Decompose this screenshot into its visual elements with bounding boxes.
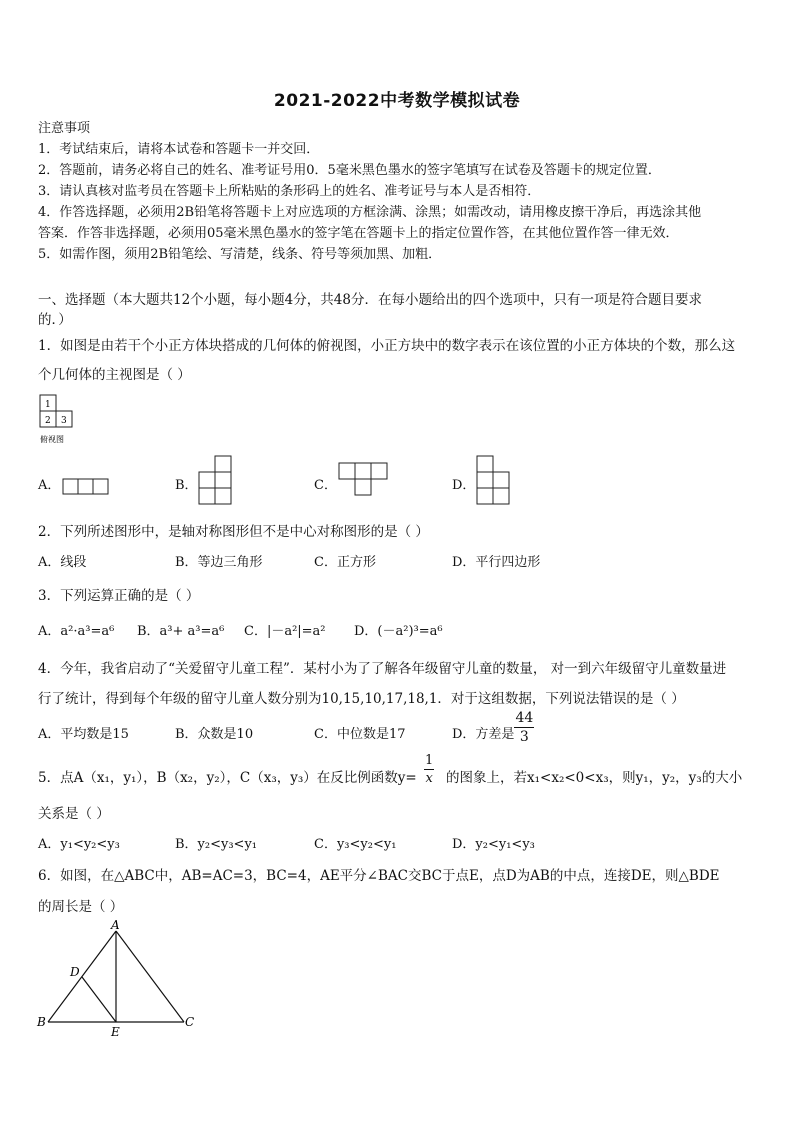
q2-option-a[interactable]: A．线段 bbox=[38, 555, 87, 570]
q3-option-a[interactable]: A．a²·a³=a⁶ bbox=[38, 624, 115, 639]
q1-stem-cont: 个几何体的主视图是（ ） bbox=[38, 367, 191, 383]
q1-grid-num-2: 2 bbox=[45, 416, 51, 426]
q2-stem: 2．下列所述图形中，是轴对称图形但不是中心对称图形的是（ ） bbox=[38, 524, 429, 540]
q1-grid-caption: 俯视图 bbox=[40, 435, 64, 444]
q1-option-d-figure bbox=[476, 455, 516, 507]
notice-item-4-cont: 答案．作答非选择题，必须用05毫米黑色墨水的签字笔在答题卡上的指定位置作答，在其他位置作答一律无效． bbox=[38, 226, 679, 241]
q5-option-b[interactable]: B．y₂<y₃<y₁ bbox=[175, 837, 258, 852]
q1-option-c-figure bbox=[338, 462, 390, 500]
label-e: E bbox=[111, 1025, 120, 1039]
label-d: D bbox=[70, 965, 80, 979]
q1-grid-num-1: 1 bbox=[45, 400, 51, 410]
label-b: B bbox=[37, 1015, 46, 1029]
q3-stem: 3．下列运算正确的是（ ） bbox=[38, 588, 200, 604]
q4-stem: 4．今年，我省启动了“关爱留守儿童工程”．某村小为了了解各年级留守儿童的数量， 对一到六年级留守儿童数量进 bbox=[38, 661, 727, 677]
q5-option-d[interactable]: D．y₂<y₁<y₃ bbox=[452, 837, 535, 852]
label-a: A bbox=[111, 918, 120, 932]
q6-triangle-figure bbox=[34, 918, 200, 1042]
q1-option-a-figure bbox=[62, 478, 112, 498]
q3-option-d[interactable]: D．(－a²)³=a⁶ bbox=[354, 624, 443, 639]
q4-frac-num: 44 bbox=[515, 710, 534, 726]
q6-stem-cont: 的周长是（ ） bbox=[38, 899, 124, 915]
q4-variance-fraction bbox=[514, 711, 534, 744]
q2-option-c[interactable]: C．正方形 bbox=[314, 555, 376, 570]
label-c: C bbox=[185, 1015, 195, 1029]
q5-frac-num: 1 bbox=[425, 753, 434, 768]
q5-fraction bbox=[424, 754, 434, 785]
q5-option-c[interactable]: C．y₃<y₂<y₁ bbox=[314, 837, 397, 852]
page-title: 2021-2022中考数学模拟试卷 bbox=[273, 91, 521, 111]
q4-option-d-label: D．方差是 bbox=[452, 727, 515, 742]
notice-item-1: 1．考试结束后，请将本试卷和答题卡一并交回． bbox=[38, 142, 320, 157]
q6-stem: 6．如图，在△ABC中，AB=AC=3，BC=4，AE平分∠BAC交BC于点E，点D为AB的中点，连接DE，则△BDE bbox=[38, 868, 720, 884]
notice-heading: 注意事项 bbox=[38, 121, 91, 136]
q5-frac-den: x bbox=[425, 771, 433, 786]
q1-option-c-label[interactable]: C． bbox=[314, 478, 337, 493]
q4-option-c[interactable]: C．中位数是17 bbox=[314, 727, 406, 742]
q4-option-b[interactable]: B．众数是10 bbox=[175, 727, 254, 742]
q1-top-view-figure bbox=[36, 392, 96, 452]
notice-item-2: 2．答题前，请务必将自己的姓名、准考证号用0．5毫米黑色墨水的签字笔填写在试卷及答题卡的规定位置． bbox=[38, 163, 661, 178]
q4-option-d[interactable] bbox=[452, 710, 534, 745]
section-heading-cont: 的．） bbox=[38, 312, 72, 328]
q3-option-c[interactable]: C．|－a²|=a² bbox=[244, 624, 326, 639]
q5-stem-cont: 关系是（ ） bbox=[38, 806, 110, 822]
side-ac bbox=[116, 931, 184, 1022]
q1-stem: 1．如图是由若干个小正方体块搭成的几何体的俯视图，小正方块中的数字表示在该位置的小正方体块的个数，那么这 bbox=[38, 338, 736, 354]
q1-option-b-label[interactable]: B． bbox=[175, 478, 198, 493]
segment-de bbox=[82, 977, 116, 1022]
q1-grid-num-3: 3 bbox=[61, 416, 67, 426]
q4-frac-den: 3 bbox=[519, 729, 529, 745]
notice-item-3: 3．请认真核对监考员在答题卡上所粘贴的条形码上的姓名、准考证号与本人是否相符． bbox=[38, 184, 541, 199]
notice-item-4: 4．作答选择题，必须用2B铅笔将答题卡上对应选项的方框涂满、涂黑；如需改动，请用橡皮擦干净后，再选涂其他 bbox=[38, 205, 702, 220]
q2-option-b[interactable]: B．等边三角形 bbox=[175, 555, 263, 570]
notice-item-5: 5．如需作图，须用2B铅笔绘、写清楚，线条、符号等须加黑、加粗． bbox=[38, 247, 442, 262]
q4-option-a[interactable]: A．平均数是15 bbox=[38, 727, 129, 742]
q1-option-a-label[interactable]: A． bbox=[38, 478, 61, 493]
q1-option-b-figure bbox=[198, 455, 238, 507]
q1-option-d-label[interactable]: D． bbox=[452, 478, 476, 493]
q5-option-a[interactable]: A．y₁<y₂<y₃ bbox=[38, 837, 120, 852]
q5-stem-a: 5．点A（x₁，y₁），B（x₂，y₂），C（x₃，y₃）在反比例函数y= bbox=[38, 770, 417, 786]
q3-option-b[interactable]: B．a³+ a³=a⁶ bbox=[137, 624, 225, 639]
q5-stem-b: 的图象上，若x₁<x₂<0<x₃，则y₁，y₂，y₃的大小 bbox=[446, 770, 743, 786]
section-heading: 一、选择题（本大题共12个小题，每小题4分，共48分．在每小题给出的四个选项中，只有一项是符合题目要求 bbox=[38, 292, 702, 308]
q2-option-d[interactable]: D．平行四边形 bbox=[452, 555, 541, 570]
q4-stem-cont: 行了统计，得到每个年级的留守儿童人数分别为10,15,10,17,18,1．对于这组数据，下列说法错误的是（ ） bbox=[38, 691, 685, 707]
